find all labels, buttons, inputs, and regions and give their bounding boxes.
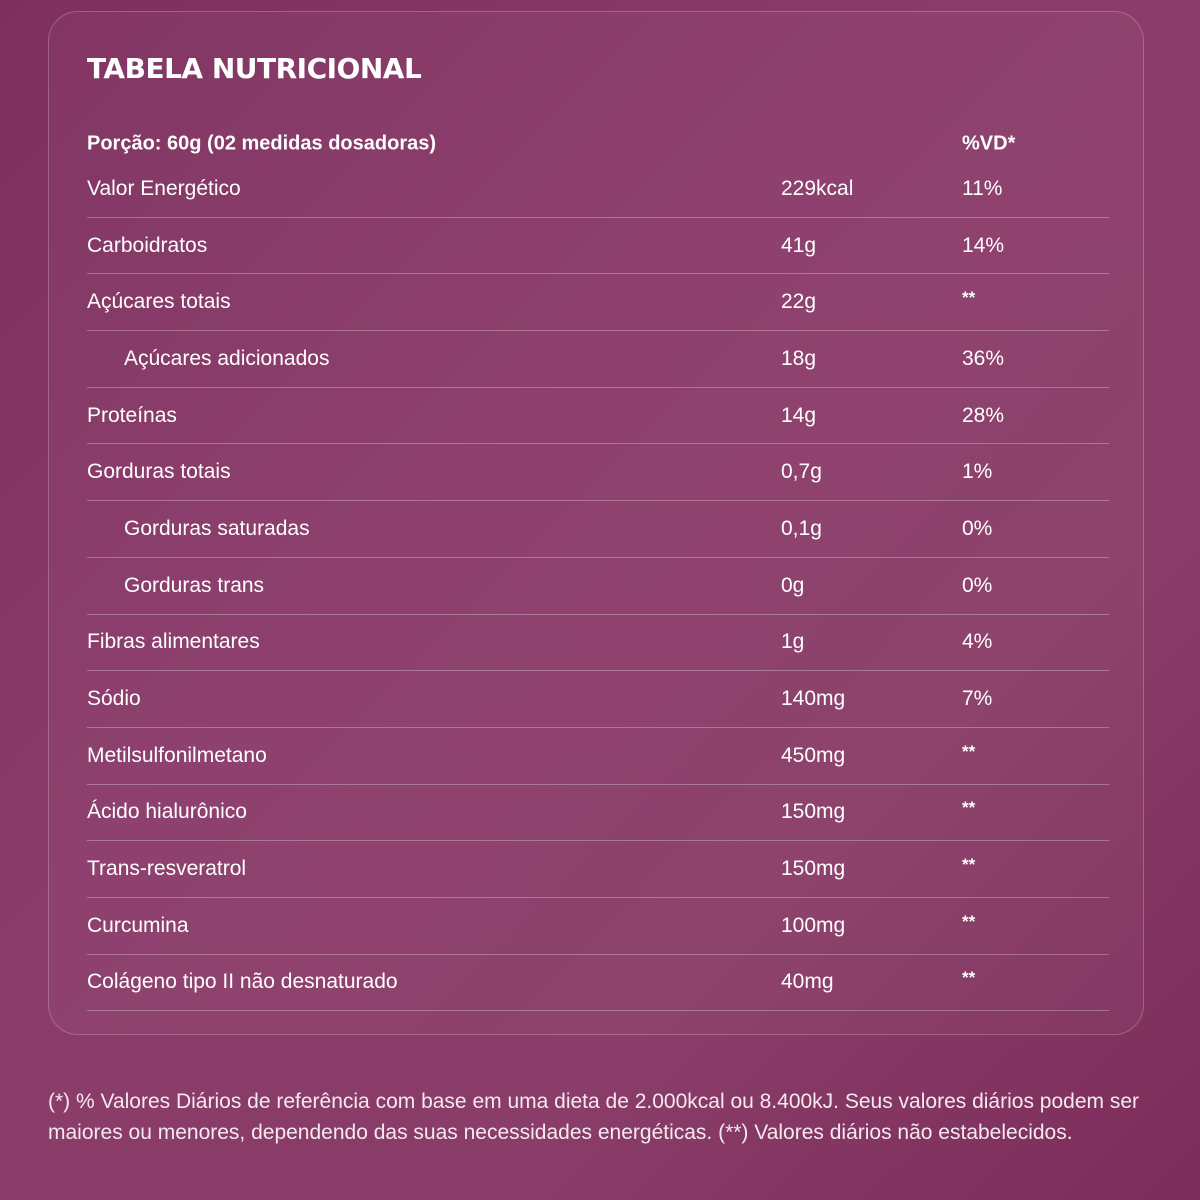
nutrient-vd: 11%: [962, 176, 1003, 200]
table-row: [87, 558, 1109, 615]
nutrient-quantity: 14g: [781, 403, 817, 427]
nutrient-quantity: 1g: [781, 630, 805, 654]
nutrient-quantity: 40mg: [781, 970, 834, 994]
table-row: [87, 444, 1109, 501]
nutrient-quantity: 140mg: [781, 687, 846, 711]
nutrition-card: [48, 11, 1144, 1035]
nutrient-name: Curcumina: [87, 913, 189, 937]
table-row: [87, 388, 1109, 445]
nutrient-vd: **: [962, 855, 976, 875]
nutrient-quantity: 100mg: [781, 913, 846, 937]
table-row: [87, 218, 1109, 275]
nutrient-quantity: 41g: [781, 233, 817, 257]
nutrient-vd: 7%: [962, 687, 993, 711]
nutrient-name: Proteínas: [87, 403, 177, 427]
table-row: [87, 898, 1109, 955]
nutrient-vd: 0%: [962, 573, 993, 597]
nutrient-name: Gorduras totais: [87, 460, 231, 484]
nutrient-name: Valor Energético: [87, 176, 241, 200]
table-row: [87, 331, 1109, 388]
nutrient-name: Ácido hialurônico: [87, 800, 247, 824]
table-row: [87, 274, 1109, 331]
table-row: [87, 501, 1109, 558]
table-row: [87, 955, 1109, 1012]
nutrient-quantity: 229kcal: [781, 176, 854, 200]
nutrient-name: Açúcares totais: [87, 290, 231, 314]
nutrition-table: [87, 114, 1109, 1011]
nutrient-vd: 0%: [962, 516, 993, 540]
nutrient-quantity: 0,7g: [781, 460, 822, 484]
nutrient-name: Metilsulfonilmetano: [87, 743, 267, 767]
nutrient-name: Trans-resveratrol: [87, 857, 247, 881]
nutrient-quantity: 150mg: [781, 857, 846, 881]
nutrient-vd: **: [962, 911, 976, 931]
nutrient-vd: 28%: [962, 403, 1005, 427]
nutrient-vd: 14%: [962, 233, 1005, 257]
nutrient-name: Sódio: [87, 687, 141, 711]
nutrient-name: Gorduras trans: [124, 573, 265, 597]
nutrient-quantity: 22g: [781, 290, 817, 314]
nutrient-name: Açúcares adicionados: [124, 346, 330, 370]
nutrient-vd: 1%: [962, 460, 993, 484]
table-title: TABELA NUTRICIONAL: [87, 52, 422, 85]
table-row: [87, 785, 1109, 842]
table-row: [87, 161, 1109, 218]
table-row: [87, 671, 1109, 728]
nutrient-vd: 4%: [962, 630, 993, 654]
portion-label: Porção: 60g (02 medidas dosadoras): [87, 132, 437, 155]
table-row: [87, 615, 1109, 672]
nutrient-quantity: 18g: [781, 346, 817, 370]
table-header-row: [87, 114, 1109, 161]
nutrient-vd: 36%: [962, 346, 1005, 370]
nutrient-name: Colágeno tipo II não desnaturado: [87, 970, 398, 994]
nutrient-quantity: 0,1g: [781, 516, 822, 540]
nutrient-vd: **: [962, 741, 976, 761]
table-row: [87, 841, 1109, 898]
nutrient-name: Carboidratos: [87, 233, 208, 257]
nutrient-quantity: 150mg: [781, 800, 846, 824]
nutrient-name: Fibras alimentares: [87, 630, 260, 654]
nutrient-vd: **: [962, 968, 976, 988]
nutrient-quantity: 0g: [781, 573, 805, 597]
nutrient-name: Gorduras saturadas: [124, 516, 310, 540]
nutrient-vd: **: [962, 798, 976, 818]
table-row: [87, 728, 1109, 785]
footnote-text: (*) % Valores Diários de referência com base em uma dieta de 2.000kcal ou 8.400kJ. Seus valores diários podem ser maiores ou menores, dependendo das suas necessidades energéticas. (**) Valores diários não estabelecidos.: [48, 1090, 1139, 1144]
nutrient-vd: **: [962, 288, 976, 308]
nutrient-quantity: 450mg: [781, 743, 846, 767]
vd-header: %VD*: [962, 132, 1016, 155]
